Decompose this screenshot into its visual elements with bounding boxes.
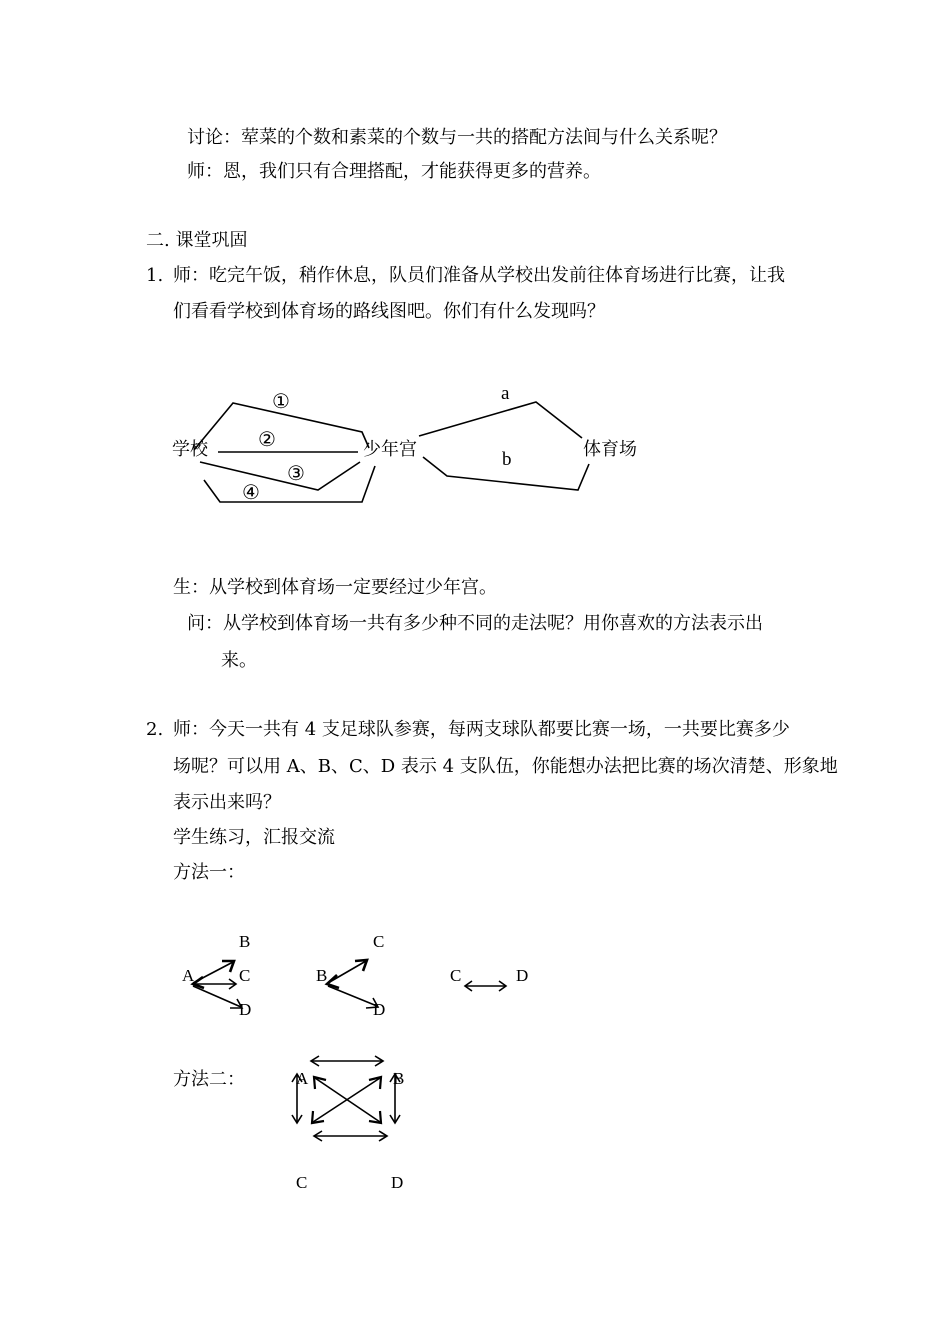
route-b-label: b: [502, 449, 512, 470]
route-4-label: ④: [242, 480, 260, 504]
method-1-group-1-c: C: [239, 966, 251, 985]
route-1-label: ①: [272, 389, 290, 413]
question-line-2: 来。: [221, 650, 257, 671]
discussion-line: 讨论：荤菜的个数和素菜的个数与一共的搭配方法间与什么关系呢？: [187, 127, 727, 148]
q1-number: 1.: [146, 265, 164, 286]
route-3-label: ③: [287, 461, 305, 485]
question-line-1: 问：从学校到体育场一共有多少种不同的走法呢？用你喜欢的方法表示出: [187, 613, 763, 634]
practice-line: 学生练习，汇报交流: [173, 827, 335, 848]
method-1-group-3-c: C: [450, 966, 462, 985]
q1-line-1: 师：吃完午饭，稍作休息，队员们准备从学校出发前往体育场进行比赛，让我: [173, 265, 785, 286]
teacher-reply-line: 师：恩，我们只有合理搭配，才能获得更多的营养。: [187, 161, 601, 182]
route-2-label: ②: [258, 427, 276, 451]
method-1-group-2-d: D: [373, 1000, 386, 1019]
method-2-b: B: [393, 1069, 405, 1088]
method-1-group-2-c: C: [373, 932, 385, 951]
route-a-label: a: [501, 383, 510, 404]
method-1-group-2-b: B: [316, 966, 328, 985]
q2-line-3: 表示出来吗？: [173, 792, 281, 813]
section-title: 二. 课堂巩固: [146, 230, 248, 251]
method-2-c: C: [296, 1173, 308, 1192]
method-2-d: D: [391, 1173, 404, 1192]
q2-number: 2.: [146, 719, 164, 740]
q2-line-2: 场呢？可以用 A、B、C、D 表示 4 支队伍，你能想办法把比赛的场次清楚、形象地: [173, 756, 838, 777]
stadium-label: 体育场: [583, 439, 637, 460]
school-label: 学校: [172, 439, 208, 460]
method-1-group-1-a: A: [182, 966, 195, 985]
method-1-group-3-d: D: [516, 966, 529, 985]
method-1-group-1-b: B: [239, 932, 251, 951]
method-1-title: 方法一：: [173, 862, 245, 883]
method-2-a: A: [296, 1069, 309, 1088]
q1-line-2: 们看看学校到体育场的路线图吧。你们有什么发现吗？: [173, 301, 605, 322]
student-answer-line: 生：从学校到体育场一定要经过少年宫。: [173, 577, 497, 598]
method-1-group-1-d: D: [239, 1000, 252, 1019]
method-2-title: 方法二：: [173, 1069, 245, 1090]
q2-line-1: 师：今天一共有 4 支足球队参赛，每两支球队都要比赛一场，一共要比赛多少: [173, 719, 790, 740]
youth-palace-label: 少年宫: [363, 439, 417, 460]
